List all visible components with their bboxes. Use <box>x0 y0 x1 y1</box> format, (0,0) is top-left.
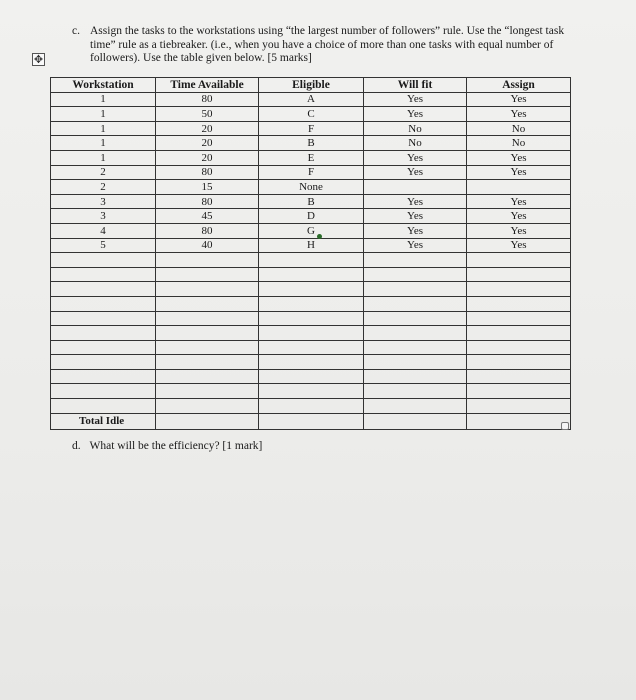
cell-eligible[interactable]: F <box>259 121 364 136</box>
cell-workstation[interactable]: 3 <box>51 194 156 209</box>
table-cell-empty[interactable] <box>259 369 364 384</box>
table-cell-empty[interactable] <box>259 326 364 341</box>
cell-will-fit[interactable]: No <box>364 136 467 151</box>
table-cell-empty[interactable] <box>259 296 364 311</box>
table-cell-empty[interactable] <box>156 355 259 370</box>
cell-assign[interactable]: Yes <box>467 150 571 165</box>
table-cell-empty[interactable] <box>156 326 259 341</box>
table-cell-empty[interactable] <box>51 355 156 370</box>
table-cell-empty[interactable] <box>364 311 467 326</box>
cell-will-fit[interactable]: No <box>364 121 467 136</box>
table-cell-empty[interactable] <box>156 311 259 326</box>
table-cell-empty[interactable] <box>364 369 467 384</box>
table-cell-empty[interactable] <box>364 340 467 355</box>
table-cell-empty[interactable] <box>259 384 364 399</box>
cell-assign[interactable]: Yes <box>467 165 571 180</box>
cell-eligible[interactable]: None <box>259 180 364 195</box>
table-row <box>51 209 571 224</box>
cell-assign[interactable] <box>467 180 571 195</box>
cell-eligible[interactable]: B <box>259 194 364 209</box>
table-cell-empty[interactable] <box>364 355 467 370</box>
table-cell-empty[interactable] <box>156 340 259 355</box>
table-cell-empty[interactable] <box>467 326 571 341</box>
table-body <box>51 92 571 429</box>
table-cell-empty[interactable] <box>467 296 571 311</box>
table-cell-empty[interactable] <box>467 399 571 414</box>
question-d-text: What will be the efficiency? [1 mark] <box>89 440 263 452</box>
header-time-available: Time Available <box>156 78 259 93</box>
table-row-empty <box>51 399 571 414</box>
table-cell-empty[interactable] <box>51 384 156 399</box>
table-cell-empty[interactable] <box>259 282 364 297</box>
table-cell-empty[interactable] <box>364 253 467 268</box>
cell-workstation[interactable]: 1 <box>51 121 156 136</box>
table-cell-empty[interactable] <box>259 355 364 370</box>
cell-eligible[interactable]: H <box>259 238 364 253</box>
cell-assign[interactable]: No <box>467 136 571 151</box>
table-row-empty <box>51 369 571 384</box>
table-row-empty <box>51 355 571 370</box>
cell-eligible[interactable]: D <box>259 209 364 224</box>
table-row <box>51 136 571 151</box>
table-cell-empty[interactable] <box>364 326 467 341</box>
cell-eligible[interactable]: F <box>259 165 364 180</box>
cell-time-available[interactable]: 20 <box>156 121 259 136</box>
table-cell-empty[interactable] <box>467 340 571 355</box>
total-idle-label: Total Idle <box>51 413 156 429</box>
table-cell-empty[interactable] <box>51 296 156 311</box>
table-cell-empty[interactable] <box>467 267 571 282</box>
table-row-empty <box>51 311 571 326</box>
table-cell-empty[interactable] <box>259 267 364 282</box>
cell-eligible[interactable]: C <box>259 107 364 122</box>
cell-workstation[interactable]: 1 <box>51 92 156 107</box>
cell-workstation[interactable]: 5 <box>51 238 156 253</box>
cell-assign[interactable]: Yes <box>467 92 571 107</box>
table-cell-empty[interactable] <box>51 267 156 282</box>
cell-eligible[interactable]: G <box>259 223 364 238</box>
cell-time-available[interactable]: 80 <box>156 165 259 180</box>
table-row-empty <box>51 253 571 268</box>
table-row-empty <box>51 296 571 311</box>
cell-will-fit[interactable]: Yes <box>364 194 467 209</box>
cell-assign[interactable]: No <box>467 121 571 136</box>
total-idle-cell[interactable] <box>156 413 259 429</box>
cell-assign[interactable]: Yes <box>467 223 571 238</box>
table-cell-empty[interactable] <box>259 253 364 268</box>
table-header-row <box>51 78 571 93</box>
cell-time-available[interactable]: 80 <box>156 194 259 209</box>
table-cell-empty[interactable] <box>51 253 156 268</box>
table-cell-empty[interactable] <box>364 296 467 311</box>
cell-eligible[interactable]: A <box>259 92 364 107</box>
cell-will-fit[interactable]: Yes <box>364 92 467 107</box>
total-idle-cell[interactable] <box>259 413 364 429</box>
table-cell-empty[interactable] <box>467 282 571 297</box>
table-cell-empty[interactable] <box>467 384 571 399</box>
table-row <box>51 150 571 165</box>
table-row <box>51 194 571 209</box>
header-eligible: Eligible <box>259 78 364 93</box>
table-cell-empty[interactable] <box>364 399 467 414</box>
table-cell-empty[interactable] <box>259 311 364 326</box>
table-cell-empty[interactable] <box>467 253 571 268</box>
cell-eligible[interactable]: E <box>259 150 364 165</box>
table-row-empty <box>51 267 571 282</box>
table-cell-empty[interactable] <box>156 384 259 399</box>
assignment-table[interactable] <box>50 77 571 430</box>
cell-workstation[interactable]: 2 <box>51 180 156 195</box>
cell-time-available[interactable]: 20 <box>156 150 259 165</box>
table-cell-empty[interactable] <box>156 296 259 311</box>
cell-eligible[interactable]: B <box>259 136 364 151</box>
question-d-marker: d. <box>72 440 81 452</box>
cell-assign[interactable]: Yes <box>467 238 571 253</box>
cell-assign[interactable]: Yes <box>467 107 571 122</box>
cell-time-available[interactable]: 15 <box>156 180 259 195</box>
table-cell-empty[interactable] <box>51 369 156 384</box>
cell-time-available[interactable]: 80 <box>156 223 259 238</box>
cell-workstation[interactable]: 3 <box>51 209 156 224</box>
header-workstation: Workstation <box>51 78 156 93</box>
table-cell-empty[interactable] <box>156 369 259 384</box>
cell-will-fit[interactable]: Yes <box>364 107 467 122</box>
table-row <box>51 107 571 122</box>
table-row <box>51 223 571 238</box>
table-cell-empty[interactable] <box>259 340 364 355</box>
table-cell-empty[interactable] <box>467 311 571 326</box>
cell-time-available[interactable]: 45 <box>156 209 259 224</box>
table-cell-empty[interactable] <box>51 340 156 355</box>
table-cell-empty[interactable] <box>156 267 259 282</box>
cell-will-fit[interactable]: Yes <box>364 209 467 224</box>
table-cell-empty[interactable] <box>51 311 156 326</box>
table-cell-empty[interactable] <box>156 399 259 414</box>
header-assign: Assign <box>467 78 571 93</box>
table-cell-empty[interactable] <box>156 282 259 297</box>
cell-time-available[interactable]: 80 <box>156 92 259 107</box>
table-row <box>51 92 571 107</box>
cell-time-available[interactable]: 50 <box>156 107 259 122</box>
cell-assign[interactable]: Yes <box>467 194 571 209</box>
table-move-handle-icon[interactable]: ✥ <box>33 53 44 66</box>
question-d <box>72 440 262 452</box>
total-idle-row <box>51 413 571 429</box>
table-cell-empty[interactable] <box>467 355 571 370</box>
table-row <box>51 180 571 195</box>
table-cell-empty[interactable] <box>467 369 571 384</box>
table-row-empty <box>51 282 571 297</box>
cell-will-fit[interactable]: Yes <box>364 150 467 165</box>
table-row <box>51 121 571 136</box>
table-cell-empty[interactable] <box>51 282 156 297</box>
table-resize-handle-icon[interactable] <box>561 422 569 430</box>
header-will-fit: Will fit <box>364 78 467 93</box>
question-c-marker: c. <box>72 25 80 37</box>
total-idle-cell[interactable] <box>364 413 467 429</box>
cell-will-fit[interactable] <box>364 180 467 195</box>
cell-will-fit[interactable]: Yes <box>364 238 467 253</box>
cell-time-available[interactable]: 20 <box>156 136 259 151</box>
table-cell-empty[interactable] <box>364 384 467 399</box>
cell-workstation[interactable]: 1 <box>51 136 156 151</box>
question-c <box>72 25 572 66</box>
table-cell-empty[interactable] <box>259 399 364 414</box>
total-idle-cell[interactable] <box>467 413 571 429</box>
cell-workstation[interactable]: 1 <box>51 107 156 122</box>
table-cell-empty[interactable] <box>364 267 467 282</box>
cell-workstation[interactable]: 1 <box>51 150 156 165</box>
table-cell-empty[interactable] <box>51 326 156 341</box>
table-row-empty <box>51 326 571 341</box>
table-row <box>51 165 571 180</box>
cell-workstation[interactable]: 2 <box>51 165 156 180</box>
table-row-empty <box>51 340 571 355</box>
table-row <box>51 238 571 253</box>
cell-assign[interactable]: Yes <box>467 209 571 224</box>
table-row-empty <box>51 384 571 399</box>
cursor-dot-icon <box>317 234 322 239</box>
question-c-text: Assign the tasks to the workstations using “the largest number of followers” rule. Use the “longest task time” rule as a tiebreaker. (i.e., when you have a choice of more than one tasks with equal number of followers). Use the table given below. [5 marks] <box>90 25 565 64</box>
cell-will-fit[interactable]: Yes <box>364 223 467 238</box>
cell-time-available[interactable]: 40 <box>156 238 259 253</box>
cell-will-fit[interactable]: Yes <box>364 165 467 180</box>
table-cell-empty[interactable] <box>364 282 467 297</box>
table-cell-empty[interactable] <box>156 253 259 268</box>
cell-workstation[interactable]: 4 <box>51 223 156 238</box>
table-cell-empty[interactable] <box>51 399 156 414</box>
